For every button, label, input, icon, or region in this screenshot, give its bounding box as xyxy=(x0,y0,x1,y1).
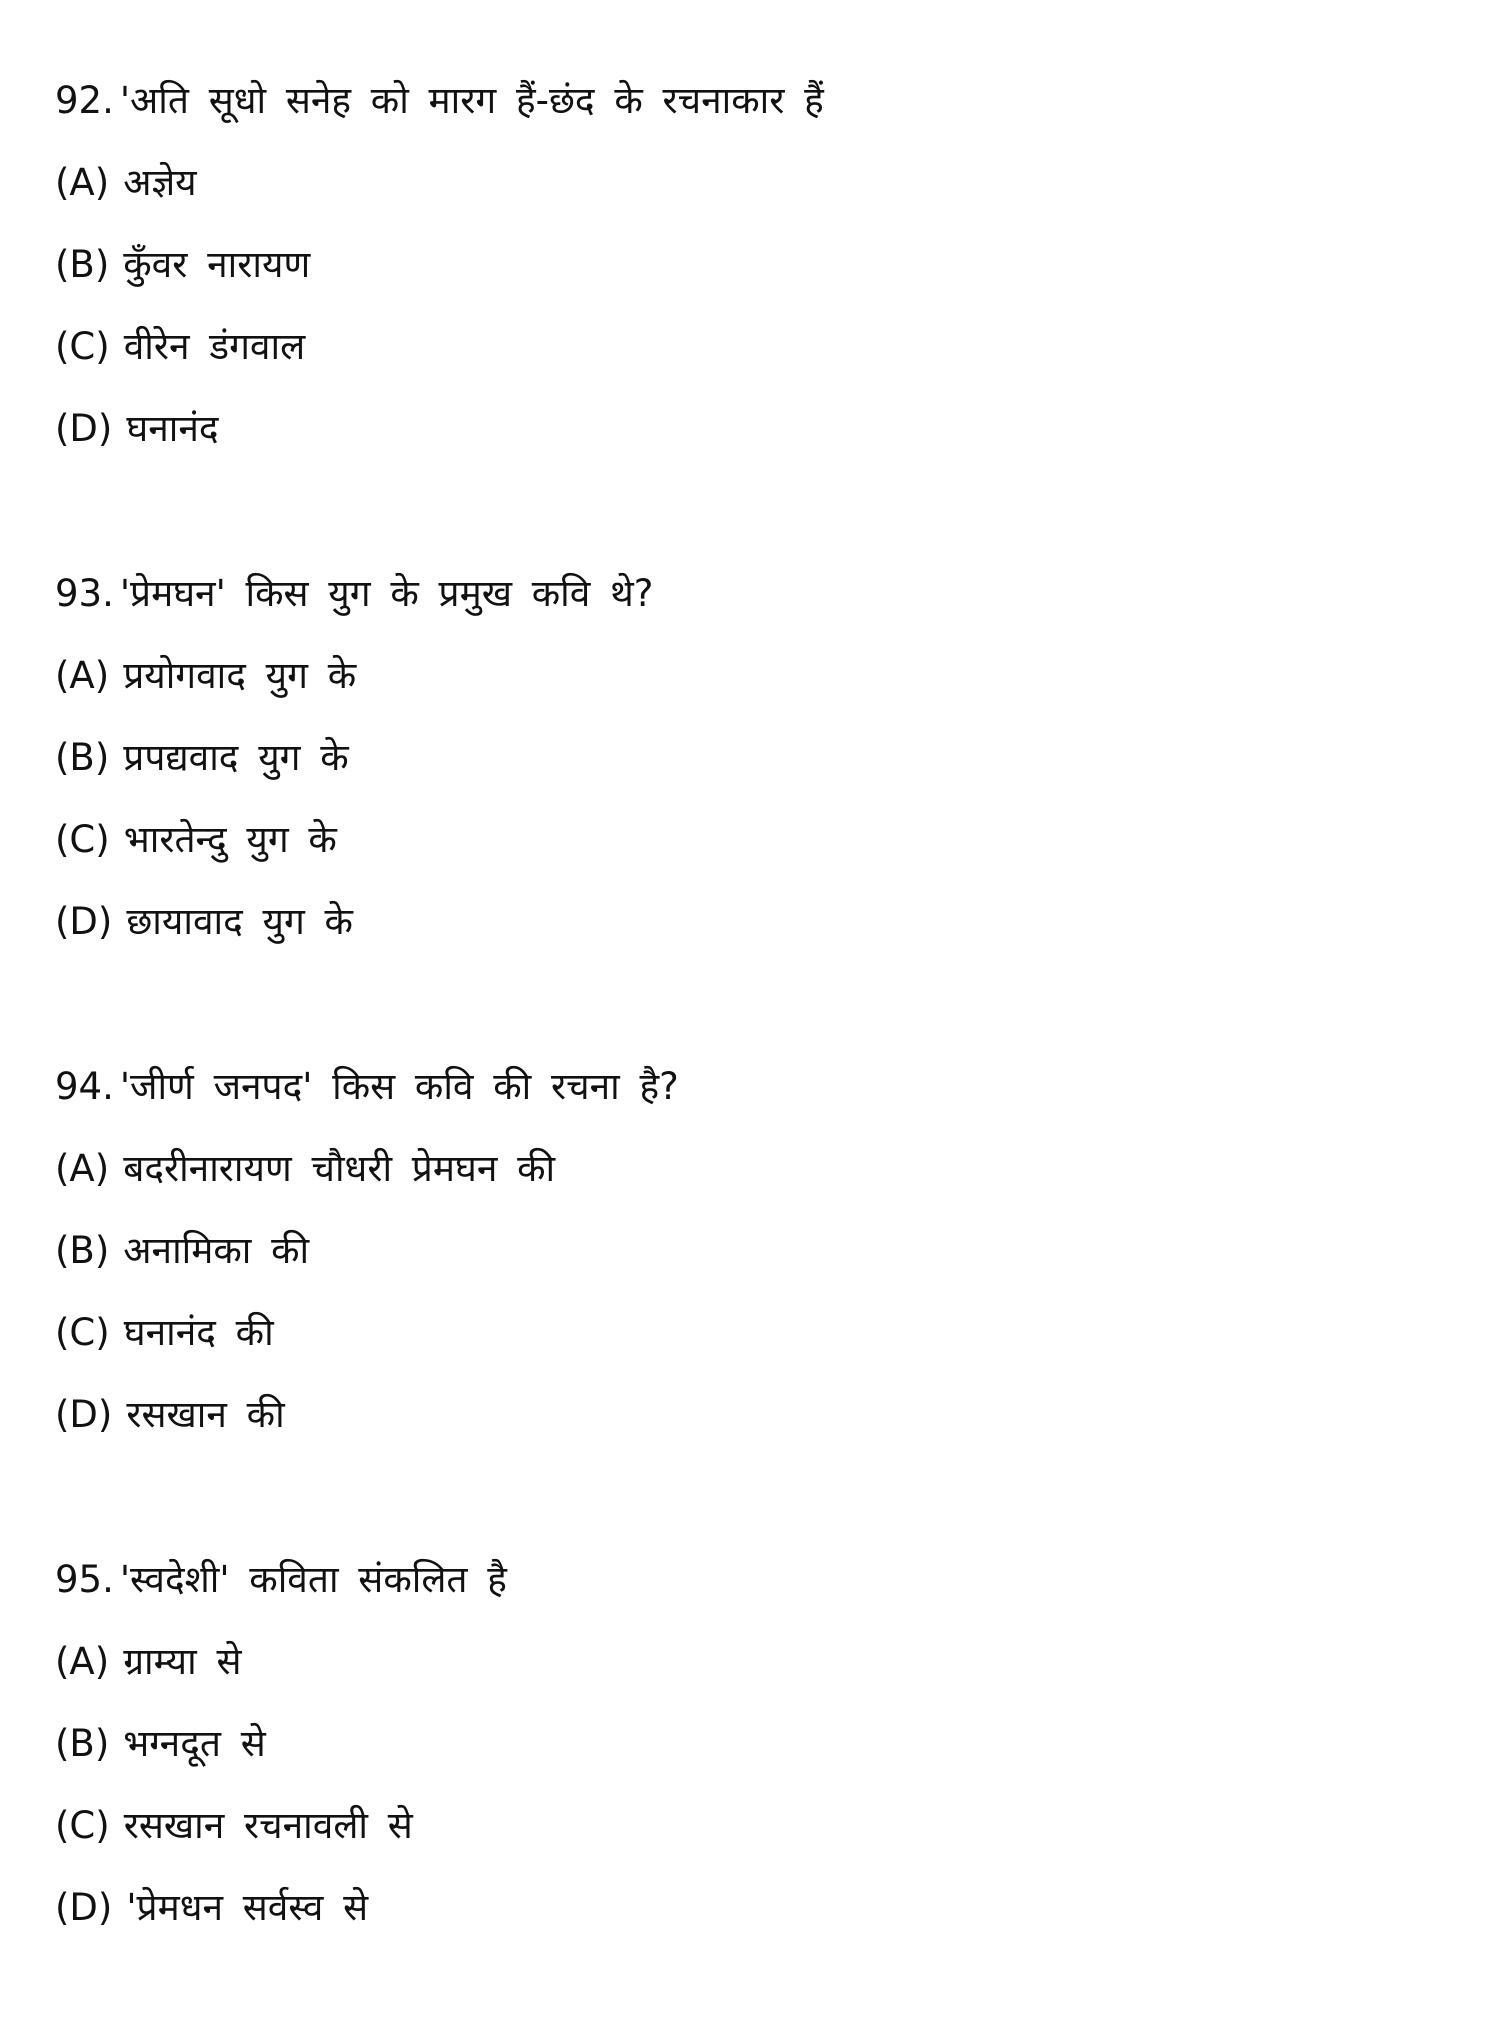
option-c xyxy=(55,1785,824,1867)
option-b xyxy=(55,224,824,306)
option-text: अनामिका की xyxy=(123,1229,310,1272)
option-text: रसखान की xyxy=(126,1393,285,1436)
option-b xyxy=(55,1210,824,1292)
question-text xyxy=(55,1539,824,1621)
option-label: (C) xyxy=(55,1804,110,1847)
option-a xyxy=(55,1128,824,1210)
option-label: (B) xyxy=(55,1722,110,1765)
option-label: (A) xyxy=(55,654,110,697)
question-number: 93. xyxy=(55,572,114,615)
option-text: रसखान रचनावली से xyxy=(123,1804,413,1847)
option-label: (C) xyxy=(55,1311,110,1354)
option-c xyxy=(55,1292,824,1374)
question-number: 92. xyxy=(55,79,114,122)
option-a xyxy=(55,1621,824,1703)
option-text: वीरेन डंगवाल xyxy=(123,325,306,368)
option-label: (D) xyxy=(55,900,113,943)
option-label: (B) xyxy=(55,243,110,286)
question-94 xyxy=(55,1046,824,1456)
option-d xyxy=(55,881,824,963)
option-text: प्रपद्यवाद युग के xyxy=(123,736,349,779)
question-text xyxy=(55,553,824,635)
option-label: (A) xyxy=(55,161,110,204)
option-text: ग्राम्या से xyxy=(123,1640,242,1683)
option-label: (D) xyxy=(55,1886,113,1929)
option-text: प्रयोगवाद युग के xyxy=(123,654,357,697)
option-text: घनानंद xyxy=(126,407,219,450)
option-text: 'प्रेमधन सर्वस्व से xyxy=(126,1886,369,1929)
question-list xyxy=(55,60,824,2032)
option-d xyxy=(55,388,824,470)
option-text: बदरीनारायण चौधरी प्रेमघन की xyxy=(123,1147,556,1190)
option-text: भारतेन्दु युग के xyxy=(123,818,337,861)
question-number: 95. xyxy=(55,1558,114,1601)
question-stem: 'स्वदेशी' कविता संकलित है xyxy=(119,1558,507,1601)
option-c xyxy=(55,306,824,388)
option-label: (C) xyxy=(55,818,110,861)
question-text xyxy=(55,60,824,142)
option-label: (B) xyxy=(55,736,110,779)
option-label: (D) xyxy=(55,1393,113,1436)
option-d xyxy=(55,1374,824,1456)
question-95 xyxy=(55,1539,824,1949)
option-a xyxy=(55,142,824,224)
question-92 xyxy=(55,60,824,470)
option-b xyxy=(55,1703,824,1785)
option-label: (D) xyxy=(55,407,113,450)
option-text: अज्ञेय xyxy=(123,161,197,204)
option-a xyxy=(55,635,824,717)
option-c xyxy=(55,799,824,881)
option-label: (A) xyxy=(55,1147,110,1190)
question-text xyxy=(55,1046,824,1128)
option-d xyxy=(55,1867,824,1949)
option-text: कुँवर नारायण xyxy=(123,243,311,286)
question-number: 94. xyxy=(55,1065,114,1108)
option-label: (B) xyxy=(55,1229,110,1272)
question-stem: 'प्रेमघन' किस युग के प्रमुख कवि थे? xyxy=(119,572,654,615)
question-stem: 'अति सूधो सनेह को मारग हैं-छंद के रचनाकार हैं xyxy=(119,79,824,122)
question-stem: 'जीर्ण जनपद' किस कवि की रचना है? xyxy=(119,1065,679,1108)
option-text: छायावाद युग के xyxy=(126,900,353,943)
option-b xyxy=(55,717,824,799)
option-label: (C) xyxy=(55,325,110,368)
question-93 xyxy=(55,553,824,963)
option-label: (A) xyxy=(55,1640,110,1683)
option-text: भग्नदूत से xyxy=(123,1722,266,1765)
option-text: घनानंद की xyxy=(123,1311,274,1354)
